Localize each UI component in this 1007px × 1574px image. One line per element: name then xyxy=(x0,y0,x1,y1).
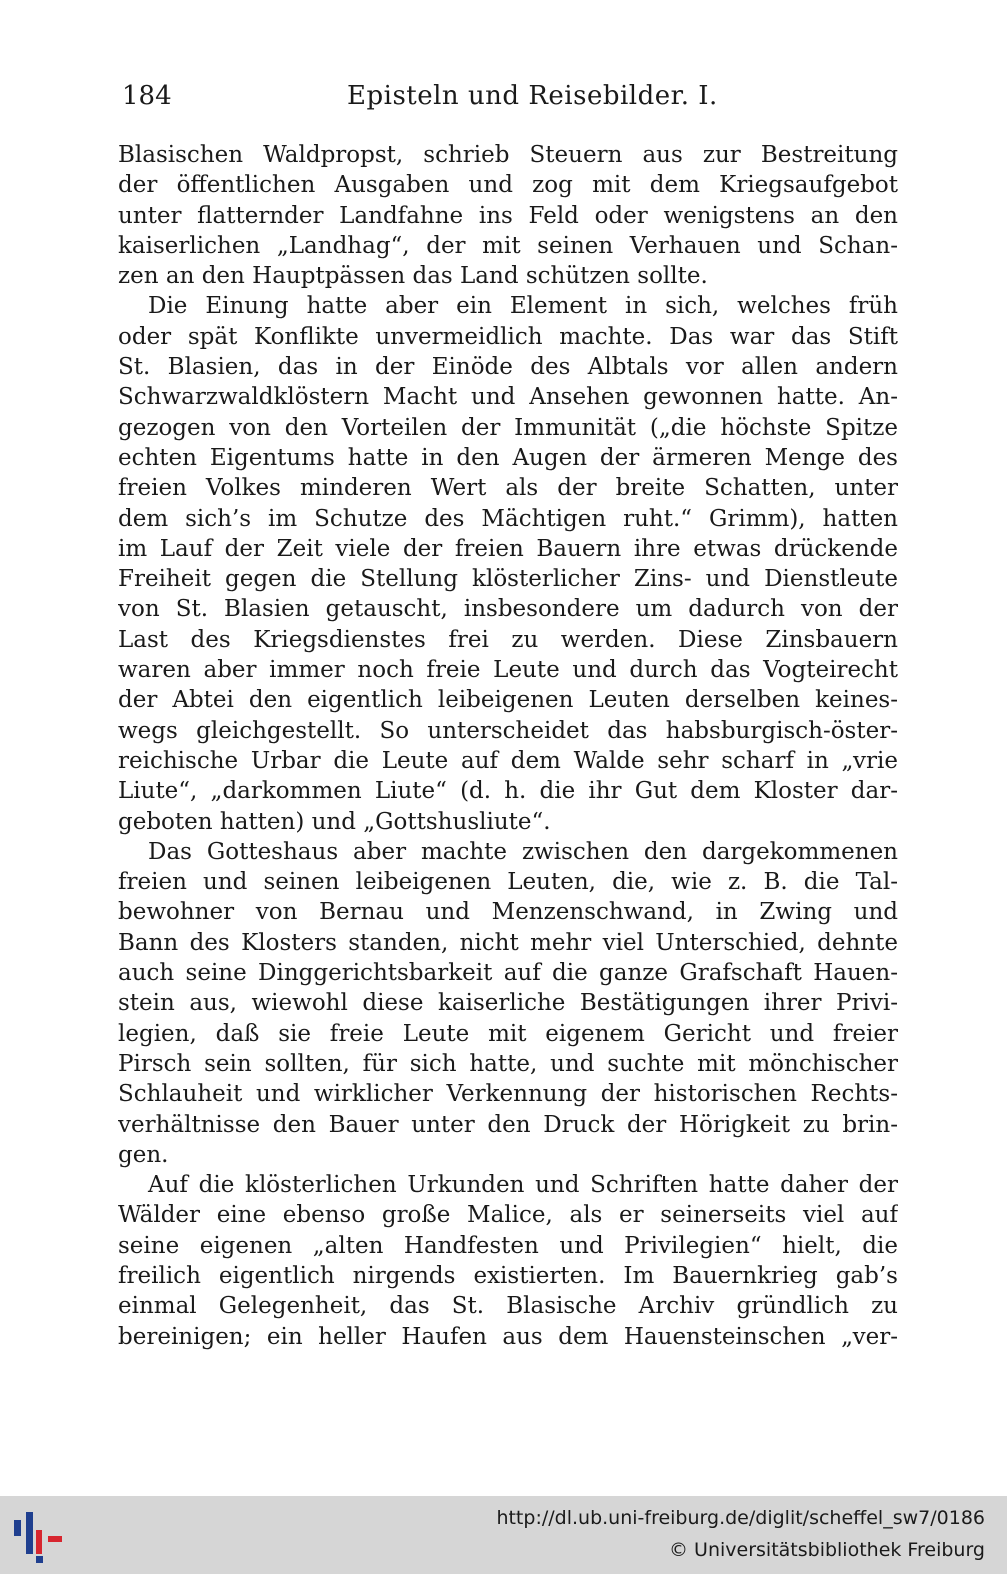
body-text xyxy=(118,140,898,1352)
text-line: Die Einung hatte aber ein Element in sich, welches früh xyxy=(148,293,898,320)
page-header xyxy=(122,78,897,114)
text-line: Freiheit gegen die Stellung klösterlicher Zins- und Dienstleute xyxy=(118,566,898,593)
text-line: echten Eigentums hatte in den Augen der ärmeren Menge des xyxy=(118,444,898,471)
text-line: gezogen von den Vorteilen der Immunität („die höchste Spitze xyxy=(118,414,898,441)
text-line: der öffentlichen Ausgaben und zog mit dem Kriegsaufgebot xyxy=(118,172,898,199)
text-line: Bann des Klosters standen, nicht mehr viel Unterschied, dehnte xyxy=(118,929,898,956)
text-line: seine eigenen „alten Handfesten und Privilegien“ hielt, die xyxy=(118,1232,898,1259)
text-line: dem sich’s im Schutze des Mächtigen ruht.“ Grimm), hatten xyxy=(118,505,898,532)
text-line: bereinigen; ein heller Haufen aus dem Hauensteinschen „ver- xyxy=(118,1323,898,1350)
text-line: im Lauf der Zeit viele der freien Bauern ihre etwas drückende xyxy=(118,535,898,562)
text-line: Pirsch sein sollten, für sich hatte, und suchte mit mönchischer xyxy=(118,1050,898,1077)
text-line: Wälder eine ebenso große Malice, als er seinerseits viel auf xyxy=(118,1202,898,1229)
document-url[interactable]: http://dl.ub.uni-freiburg.de/diglit/scheffel_sw7/0186 xyxy=(496,1507,985,1529)
text-line: reichische Urbar die Leute auf dem Walde sehr scharf in „vrie xyxy=(118,747,898,774)
text-line: einmal Gelegenheit, das St. Blasische Archiv gründlich zu xyxy=(118,1293,898,1320)
text-line: Blasischen Waldpropst, schrieb Steuern aus zur Bestreitung xyxy=(118,142,898,168)
text-line: bewohner von Bernau und Menzenschwand, in Zwing und xyxy=(118,899,898,926)
text-line: St. Blasien, das in der Einöde des Albtals vor allen andern xyxy=(118,354,898,381)
text-line: Last des Kriegsdienstes frei zu werden. Diese Zinsbauern xyxy=(118,626,898,653)
text-line: Schlauheit und wirklicher Verkennung der historischen Rechts- xyxy=(118,1081,898,1108)
copyright-notice: © Universitätsbibliothek Freiburg xyxy=(669,1539,985,1561)
text-line: geboten hatten) und „Gottshusliute“. xyxy=(118,808,551,835)
text-line: zen an den Hauptpässen das Land schützen sollte. xyxy=(118,263,708,290)
text-line: waren aber immer noch freie Leute und durch das Vogteirecht xyxy=(118,657,898,684)
text-line: Auf die klösterlichen Urkunden und Schriften hatte daher der xyxy=(148,1172,898,1199)
text-line: Das Gotteshaus aber machte zwischen den dargekommenen xyxy=(148,838,898,865)
text-line: verhältnisse den Bauer unter den Druck der Hörigkeit zu brin- xyxy=(118,1111,898,1138)
text-line: stein aus, wiewohl diese kaiserliche Bestätigungen ihrer Privi- xyxy=(118,990,898,1017)
text-line: kaiserlichen „Landhag“, der mit seinen Verhauen und Schan- xyxy=(118,232,898,259)
text-line: freien Volkes minderen Wert als der breite Schatten, unter xyxy=(118,475,898,502)
text-line: freien und seinen leibeigenen Leuten, die, wie z. B. die Tal- xyxy=(118,869,898,896)
running-title: Episteln und Reisebilder. I. xyxy=(347,81,718,111)
text-line: von St. Blasien getauscht, insbesondere um dadurch von der xyxy=(118,596,898,623)
text-line: legien, daß sie freie Leute mit eigenem Gericht und freier xyxy=(118,1020,898,1047)
text-line: auch seine Dinggerichtsbarkeit auf die ganze Grafschaft Hauen- xyxy=(118,960,898,987)
page-number: 184 xyxy=(122,81,172,111)
text-line: freilich eigentlich nirgends existierten. Im Bauernkrieg gab’s xyxy=(118,1262,898,1289)
ub-freiburg-logo-icon xyxy=(12,1506,66,1564)
text-line: wegs gleichgestellt. So unterscheidet das habsburgisch-öster- xyxy=(118,717,898,744)
text-line: Schwarzwaldklöstern Macht und Ansehen gewonnen hatte. An- xyxy=(118,384,898,411)
text-line: gen. xyxy=(118,1141,169,1168)
text-line: oder spät Konflikte unvermeidlich machte. Das war das Stift xyxy=(118,323,898,350)
text-line: der Abtei den eigentlich leibeigenen Leuten derselben keines- xyxy=(118,687,898,714)
text-line: Liute“, „darkommen Liute“ (d. h. die ihr Gut dem Kloster dar- xyxy=(118,778,898,805)
footer-bar xyxy=(0,1496,1007,1574)
text-line: unter flatternder Landfahne ins Feld oder wenigstens an den xyxy=(118,202,898,229)
